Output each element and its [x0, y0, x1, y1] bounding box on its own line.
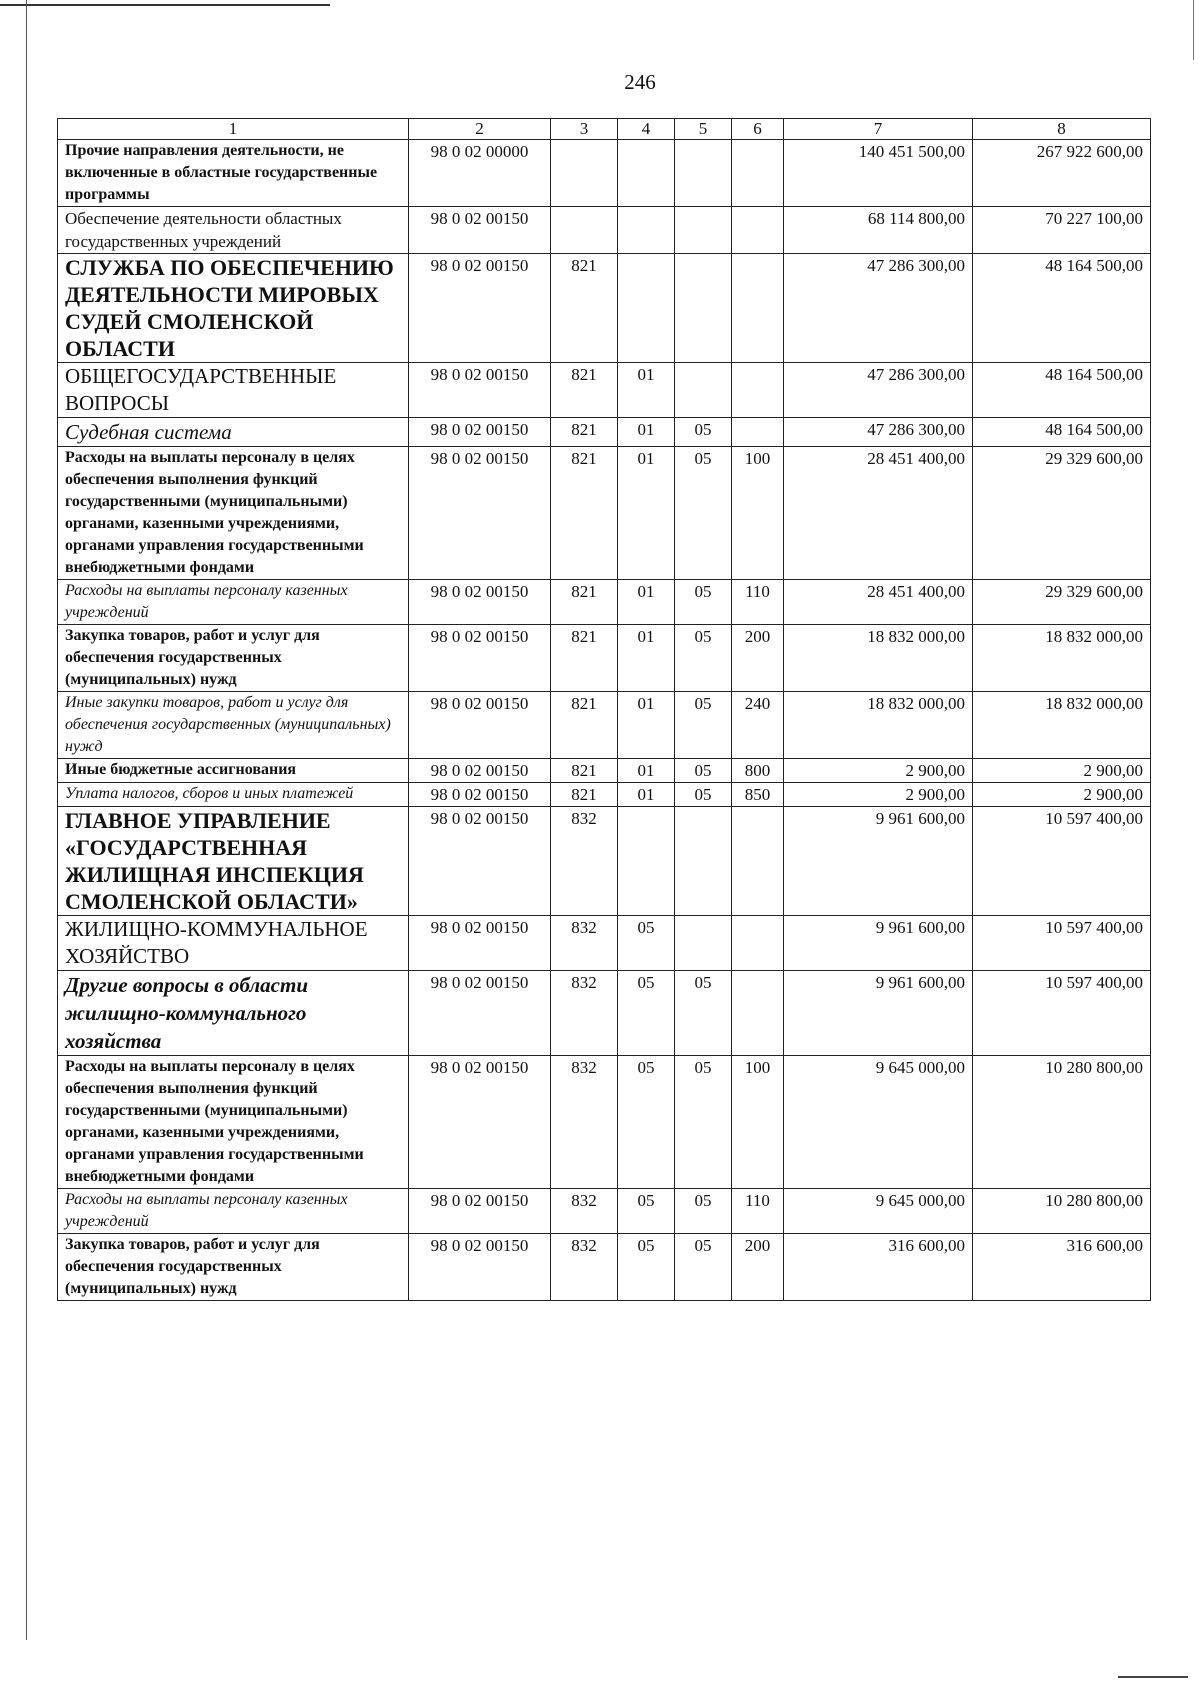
ministry-code-cell: 821	[551, 759, 618, 783]
amount-year1-cell: 28 451 400,00	[784, 580, 973, 625]
amount-year2-cell: 316 600,00	[973, 1234, 1151, 1301]
item-name-cell: Расходы на выплаты персоналу в целях обеспечения выполнения функций государственными (муниципальными) органами, казенными учреждениями, органами управления государственными внебюджетными фондами	[58, 447, 409, 580]
amount-year2-cell: 18 832 000,00	[973, 692, 1151, 759]
amount-year2-cell: 18 832 000,00	[973, 625, 1151, 692]
amount-year2-cell: 10 597 400,00	[973, 807, 1151, 916]
expense-type-cell: 100	[732, 1056, 784, 1189]
item-name-cell: Расходы на выплаты персоналу казенных учреждений	[58, 1189, 409, 1234]
ministry-code-cell: 832	[551, 1189, 618, 1234]
target-article-cell: 98 0 02 00150	[409, 625, 551, 692]
table-row	[58, 363, 1151, 418]
ministry-code-cell: 832	[551, 971, 618, 1056]
section-code-cell: 01	[618, 580, 675, 625]
scan-edge-bottom	[1118, 1676, 1188, 1678]
amount-year1-cell: 9 961 600,00	[784, 971, 973, 1056]
header-cell: 7	[784, 119, 973, 140]
page-number: 246	[624, 70, 656, 94]
section-code-cell: 05	[618, 1234, 675, 1301]
item-name-cell: Обеспечение деятельности областных государственных учреждений	[58, 207, 409, 254]
amount-year2-cell: 29 329 600,00	[973, 580, 1151, 625]
item-name-cell: Закупка товаров, работ и услуг для обеспечения государственных (муниципальных) нужд	[58, 625, 409, 692]
subsection-code-cell	[675, 363, 732, 418]
table-row	[58, 807, 1151, 916]
target-article-cell: 98 0 02 00000	[409, 140, 551, 207]
target-article-cell: 98 0 02 00150	[409, 447, 551, 580]
target-article-cell: 98 0 02 00150	[409, 971, 551, 1056]
target-article-cell: 98 0 02 00150	[409, 207, 551, 254]
ministry-code-cell	[551, 207, 618, 254]
header-row	[58, 119, 1151, 140]
subsection-code-cell: 05	[675, 759, 732, 783]
amount-year2-cell: 10 597 400,00	[973, 916, 1151, 971]
header-cell: 5	[675, 119, 732, 140]
expense-type-cell	[732, 254, 784, 363]
amount-year1-cell: 18 832 000,00	[784, 692, 973, 759]
table-row	[58, 447, 1151, 580]
amount-year2-cell: 2 900,00	[973, 783, 1151, 807]
section-code-cell	[618, 140, 675, 207]
expense-type-cell	[732, 807, 784, 916]
subsection-code-cell	[675, 916, 732, 971]
item-name-cell: Расходы на выплаты персоналу в целях обеспечения выполнения функций государственными (муниципальными) органами, казенными учреждениями, органами управления государственными внебюджетными фондами	[58, 1056, 409, 1189]
expense-type-cell: 200	[732, 625, 784, 692]
expense-type-cell	[732, 207, 784, 254]
expense-type-cell: 800	[732, 759, 784, 783]
item-name-cell: ЖИЛИЩНО-КОММУНАЛЬНОЕ ХОЗЯЙСТВО	[58, 916, 409, 971]
amount-year2-cell: 10 280 800,00	[973, 1056, 1151, 1189]
subsection-code-cell	[675, 807, 732, 916]
table-row	[58, 140, 1151, 207]
amount-year2-cell: 48 164 500,00	[973, 418, 1151, 447]
budget-table	[57, 118, 1151, 1301]
table-row	[58, 254, 1151, 363]
ministry-code-cell: 821	[551, 447, 618, 580]
table-row	[58, 971, 1151, 1056]
subsection-code-cell: 05	[675, 418, 732, 447]
target-article-cell: 98 0 02 00150	[409, 1056, 551, 1189]
amount-year1-cell: 9 645 000,00	[784, 1189, 973, 1234]
ministry-code-cell: 821	[551, 363, 618, 418]
item-name-cell: Расходы на выплаты персоналу казенных учреждений	[58, 580, 409, 625]
amount-year1-cell: 140 451 500,00	[784, 140, 973, 207]
target-article-cell: 98 0 02 00150	[409, 1234, 551, 1301]
item-name-cell: СЛУЖБА ПО ОБЕСПЕЧЕНИЮ ДЕЯТЕЛЬНОСТИ МИРОВЫХ СУДЕЙ СМОЛЕНСКОЙ ОБЛАСТИ	[58, 254, 409, 363]
item-name-cell: ГЛАВНОЕ УПРАВЛЕНИЕ «ГОСУДАРСТВЕННАЯ ЖИЛИЩНАЯ ИНСПЕКЦИЯ СМОЛЕНСКОЙ ОБЛАСТИ»	[58, 807, 409, 916]
subsection-code-cell: 05	[675, 971, 732, 1056]
amount-year1-cell: 2 900,00	[784, 783, 973, 807]
ministry-code-cell: 832	[551, 916, 618, 971]
subsection-code-cell	[675, 207, 732, 254]
amount-year2-cell: 70 227 100,00	[973, 207, 1151, 254]
table-row	[58, 625, 1151, 692]
section-code-cell: 05	[618, 1056, 675, 1189]
subsection-code-cell: 05	[675, 692, 732, 759]
subsection-code-cell	[675, 140, 732, 207]
table-row	[58, 1056, 1151, 1189]
section-code-cell: 01	[618, 625, 675, 692]
section-code-cell	[618, 207, 675, 254]
section-code-cell: 01	[618, 447, 675, 580]
scan-edge-right	[1193, 0, 1194, 60]
target-article-cell: 98 0 02 00150	[409, 363, 551, 418]
amount-year2-cell: 10 597 400,00	[973, 971, 1151, 1056]
subsection-code-cell: 05	[675, 447, 732, 580]
subsection-code-cell: 05	[675, 625, 732, 692]
table-row	[58, 418, 1151, 447]
subsection-code-cell: 05	[675, 1056, 732, 1189]
target-article-cell: 98 0 02 00150	[409, 759, 551, 783]
table-row	[58, 580, 1151, 625]
amount-year1-cell: 18 832 000,00	[784, 625, 973, 692]
header-cell: 4	[618, 119, 675, 140]
section-code-cell: 05	[618, 971, 675, 1056]
subsection-code-cell: 05	[675, 1189, 732, 1234]
scan-edge-left	[26, 0, 27, 1640]
expense-type-cell: 100	[732, 447, 784, 580]
amount-year1-cell: 47 286 300,00	[784, 418, 973, 447]
amount-year1-cell: 28 451 400,00	[784, 447, 973, 580]
section-code-cell: 01	[618, 783, 675, 807]
ministry-code-cell	[551, 140, 618, 207]
expense-type-cell: 240	[732, 692, 784, 759]
target-article-cell: 98 0 02 00150	[409, 418, 551, 447]
target-article-cell: 98 0 02 00150	[409, 692, 551, 759]
ministry-code-cell: 821	[551, 783, 618, 807]
target-article-cell: 98 0 02 00150	[409, 783, 551, 807]
target-article-cell: 98 0 02 00150	[409, 916, 551, 971]
section-code-cell	[618, 807, 675, 916]
subsection-code-cell: 05	[675, 1234, 732, 1301]
table-row	[58, 759, 1151, 783]
table-row	[58, 1189, 1151, 1234]
amount-year2-cell: 48 164 500,00	[973, 254, 1151, 363]
amount-year2-cell: 10 280 800,00	[973, 1189, 1151, 1234]
amount-year1-cell: 2 900,00	[784, 759, 973, 783]
ministry-code-cell: 821	[551, 254, 618, 363]
table-row	[58, 207, 1151, 254]
header-cell: 6	[732, 119, 784, 140]
ministry-code-cell: 821	[551, 625, 618, 692]
target-article-cell: 98 0 02 00150	[409, 254, 551, 363]
ministry-code-cell: 832	[551, 807, 618, 916]
amount-year2-cell: 267 922 600,00	[973, 140, 1151, 207]
expense-type-cell	[732, 418, 784, 447]
section-code-cell: 01	[618, 363, 675, 418]
subsection-code-cell: 05	[675, 783, 732, 807]
target-article-cell: 98 0 02 00150	[409, 580, 551, 625]
expense-type-cell	[732, 916, 784, 971]
amount-year2-cell: 29 329 600,00	[973, 447, 1151, 580]
section-code-cell: 01	[618, 759, 675, 783]
ministry-code-cell: 821	[551, 418, 618, 447]
table-row	[58, 1234, 1151, 1301]
section-code-cell: 05	[618, 916, 675, 971]
ministry-code-cell: 821	[551, 692, 618, 759]
amount-year1-cell: 9 961 600,00	[784, 807, 973, 916]
item-name-cell: Уплата налогов, сборов и иных платежей	[58, 783, 409, 807]
amount-year1-cell: 9 645 000,00	[784, 1056, 973, 1189]
item-name-cell: Судебная система	[58, 418, 409, 447]
section-code-cell: 01	[618, 418, 675, 447]
section-code-cell	[618, 254, 675, 363]
header-cell: 1	[58, 119, 409, 140]
subsection-code-cell	[675, 254, 732, 363]
expense-type-cell: 110	[732, 580, 784, 625]
item-name-cell: Иные бюджетные ассигнования	[58, 759, 409, 783]
header-cell: 2	[409, 119, 551, 140]
section-code-cell: 05	[618, 1189, 675, 1234]
amount-year1-cell: 47 286 300,00	[784, 363, 973, 418]
expense-type-cell: 200	[732, 1234, 784, 1301]
expense-type-cell	[732, 140, 784, 207]
ministry-code-cell: 821	[551, 580, 618, 625]
item-name-cell: Иные закупки товаров, работ и услуг для обеспечения государственных (муниципальных) нужд	[58, 692, 409, 759]
scan-edge-top	[0, 4, 330, 6]
amount-year1-cell: 9 961 600,00	[784, 916, 973, 971]
amount-year1-cell: 47 286 300,00	[784, 254, 973, 363]
expense-type-cell: 850	[732, 783, 784, 807]
target-article-cell: 98 0 02 00150	[409, 807, 551, 916]
item-name-cell: Другие вопросы в области жилищно-коммунального хозяйства	[58, 971, 409, 1056]
ministry-code-cell: 832	[551, 1056, 618, 1189]
table-row	[58, 692, 1151, 759]
ministry-code-cell: 832	[551, 1234, 618, 1301]
item-name-cell: ОБЩЕГОСУДАРСТВЕННЫЕ ВОПРОСЫ	[58, 363, 409, 418]
expense-type-cell: 110	[732, 1189, 784, 1234]
amount-year1-cell: 316 600,00	[784, 1234, 973, 1301]
target-article-cell: 98 0 02 00150	[409, 1189, 551, 1234]
subsection-code-cell: 05	[675, 580, 732, 625]
table-row	[58, 783, 1151, 807]
item-name-cell: Прочие направления деятельности, не включенные в областные государственные программы	[58, 140, 409, 207]
header-cell: 8	[973, 119, 1151, 140]
section-code-cell: 01	[618, 692, 675, 759]
expense-type-cell	[732, 971, 784, 1056]
amount-year1-cell: 68 114 800,00	[784, 207, 973, 254]
expense-type-cell	[732, 363, 784, 418]
header-cell: 3	[551, 119, 618, 140]
table-row	[58, 916, 1151, 971]
amount-year2-cell: 48 164 500,00	[973, 363, 1151, 418]
item-name-cell: Закупка товаров, работ и услуг для обеспечения государственных (муниципальных) нужд	[58, 1234, 409, 1301]
amount-year2-cell: 2 900,00	[973, 759, 1151, 783]
